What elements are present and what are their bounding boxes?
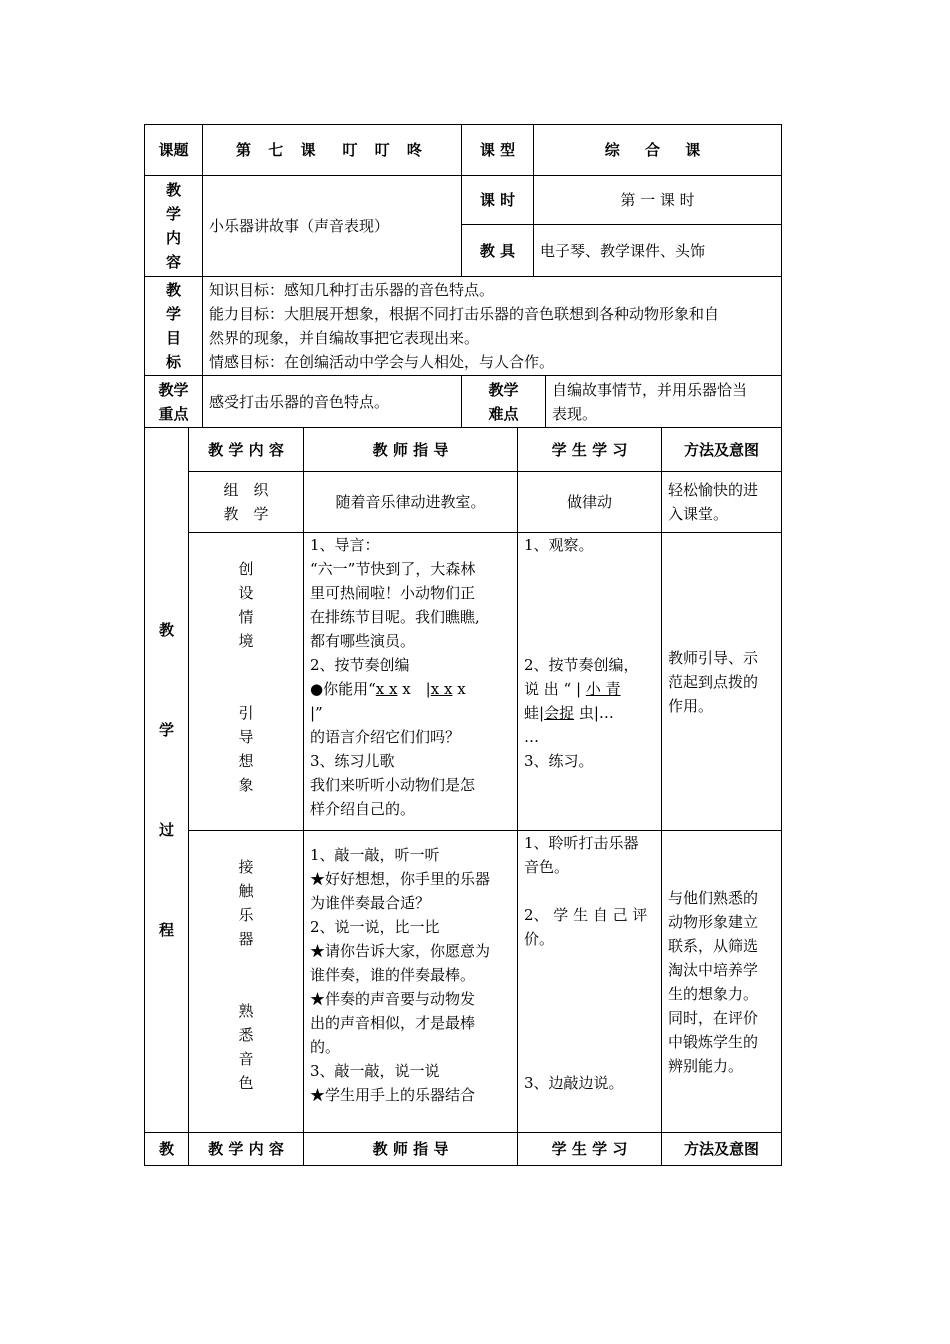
footer-side-label: 教 — [145, 1133, 189, 1166]
footer-header-student: 学 生 学 习 — [518, 1133, 662, 1166]
col-header-student: 学 生 学 习 — [518, 428, 662, 472]
row3-student: 1、聆听打击乐器 音色。 2、 学 生 自 己 评 价。 3、边敲边说。 — [518, 831, 662, 1133]
tools-label: 教 具 — [462, 225, 534, 277]
row2-method: 教师引导、示 范起到点拨的 作用。 — [662, 533, 782, 831]
row3-teacher: 1、敲一敲，听一听 ★好好想想，你手里的乐器 为谁伴奏最合适？ 2、说一说，比一比 ★请你告诉大家，你愿意为 谁伴奏，谁的伴奏最棒。 ★伴奏的声音要与动物发 出的声音相似，才是最棒 的。 3、敲一敲，说一说 ★学生用手上的乐器结合 — [304, 831, 518, 1133]
goal-ability: 能力目标：大胆展开想象，根据不同打击乐器的音色联想到各种动物形象和自 — [209, 305, 720, 323]
row2-student: 1、观察。 2、按节奏创编， 说 出 “ | 小 青 蛙|会捉 虫|… … 3、练习。 — [518, 533, 662, 831]
tools-value: 电子琴、教学课件、头饰 — [534, 225, 782, 277]
goal-knowledge: 知识目标：感知几种打击乐器的音色特点。 — [209, 281, 495, 299]
row2-teacher: 1、导言： “六一”节快到了，大森林 里可热闹啦！小动物们正 在排练节目呢。我们瞧瞧, 都有哪些演员。 2、按节奏创编 ●你能用“x x x |x x x |” 的语言介绍它们们吗？ 3、练习儿歌 我们来听听小动物们是怎 样介绍自己的。 — [304, 533, 518, 831]
difficult-point-value: 自编故事情节，并用乐器恰当 表现。 — [546, 376, 782, 428]
rhythm-pattern: ●你能用“x x x |x x x — [310, 680, 466, 698]
key-point-value: 感受打击乐器的音色特点。 — [203, 376, 462, 428]
row3-content: 接 触 乐 器 熟 悉 音 色 — [189, 831, 304, 1133]
col-header-content: 教 学 内 容 — [189, 428, 304, 472]
content-value: 小乐器讲故事（声音表现） — [203, 176, 462, 277]
goals-text — [203, 277, 782, 376]
topic-label: 课题 — [145, 125, 203, 176]
process-side-label: 教 学 过 程 — [145, 428, 189, 1133]
footer-header-teacher: 教 师 指 导 — [304, 1133, 518, 1166]
goals-label: 教 学 目 标 — [145, 277, 203, 376]
footer-header-method: 方法及意图 — [662, 1133, 782, 1166]
type-value: 综 合 课 — [534, 125, 782, 176]
period-label: 课 时 — [462, 176, 534, 225]
row1-content: 组 织 教 学 — [189, 472, 304, 533]
row1-method: 轻松愉快的进 入课堂。 — [662, 472, 782, 533]
col-header-method: 方法及意图 — [662, 428, 782, 472]
key-point-label: 教学 重点 — [145, 376, 203, 428]
topic-value: 第 七 课 叮 叮 咚 — [203, 125, 462, 176]
footer-header-content: 教 学 内 容 — [189, 1133, 304, 1166]
content-label: 教 学 内 容 — [145, 176, 203, 277]
period-value: 第 一 课 时 — [534, 176, 782, 225]
teaching-process-table — [144, 427, 782, 1166]
row3-method: 与他们熟悉的 动物形象建立 联系，从筛选 淘汰中培养学 生的想象力。 同时，在评价 中锻炼学生的 辨别能力。 — [662, 831, 782, 1133]
goal-emotion: 情感目标：在创编活动中学会与人相处，与人合作。 — [209, 353, 555, 371]
goal-ability-cont: 然界的现象，并自编故事把它表现出来。 — [209, 329, 480, 347]
col-header-teacher: 教 师 指 导 — [304, 428, 518, 472]
row2-content: 创 设 情 境 引 导 想 象 — [189, 533, 304, 831]
difficult-point-label: 教学 难点 — [462, 376, 546, 428]
row1-student: 做律动 — [518, 472, 662, 533]
lesson-header-table — [144, 124, 782, 428]
type-label: 课 型 — [462, 125, 534, 176]
row1-teacher: 随着音乐律动进教室。 — [304, 472, 518, 533]
